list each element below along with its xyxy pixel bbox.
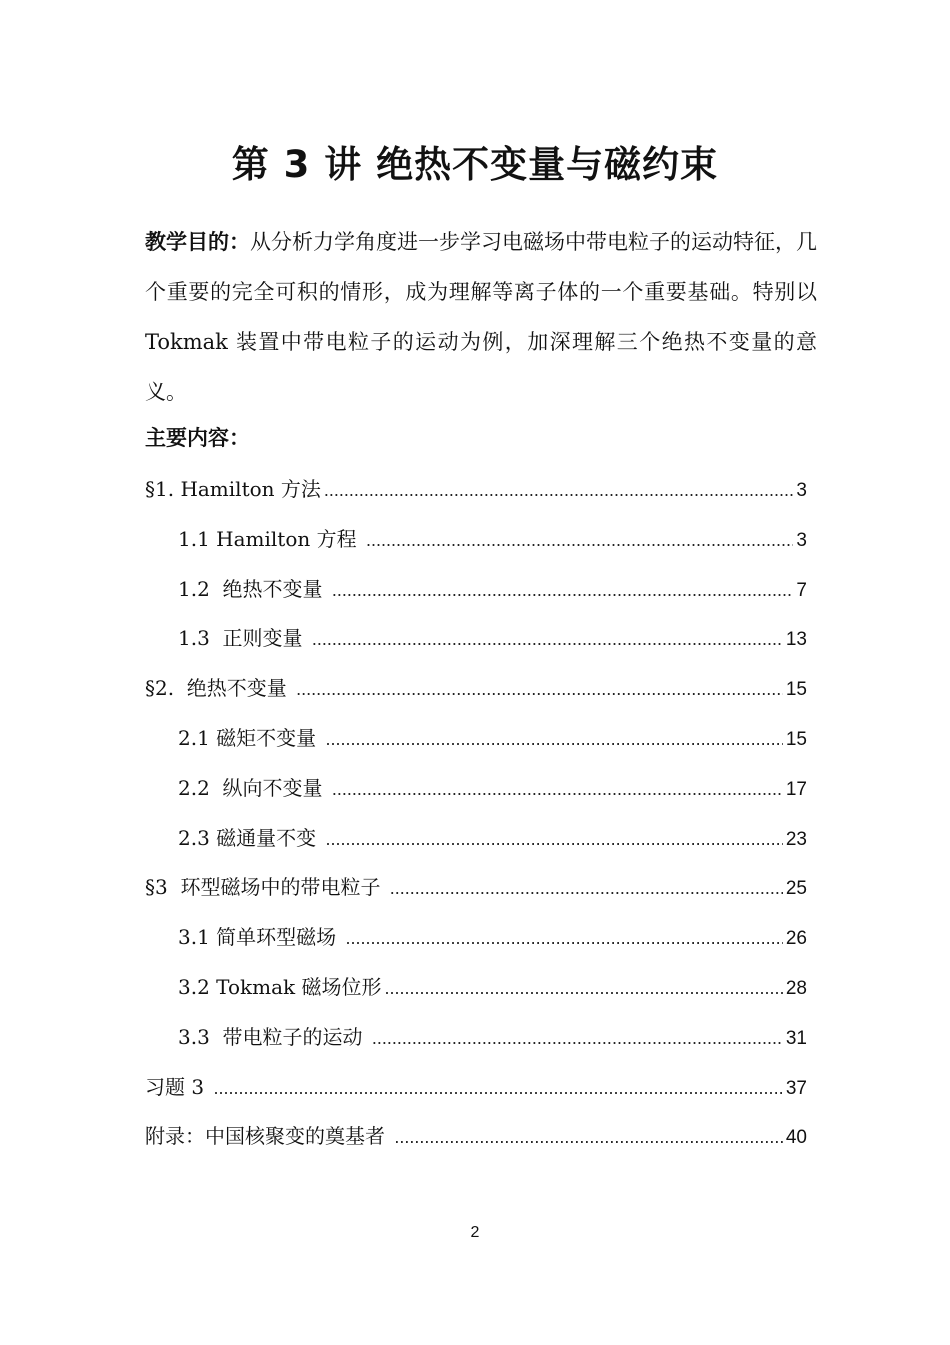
toc-entry-label: 习题 3 bbox=[145, 1074, 211, 1099]
toc-page-number: 17 bbox=[785, 778, 807, 800]
toc-entry-2-2[interactable] bbox=[145, 766, 807, 816]
table-of-contents bbox=[145, 467, 807, 1164]
toc-page-number: 23 bbox=[785, 828, 807, 850]
toc-entry-2-1[interactable] bbox=[145, 716, 807, 766]
toc-entry-label: 2.3 磁通量不变 bbox=[178, 825, 323, 850]
toc-dot-leader bbox=[346, 916, 783, 960]
toc-dot-leader bbox=[332, 568, 794, 612]
toc-entry-label: 3.3 带电粒子的运动 bbox=[178, 1024, 369, 1049]
objective-text: 从分析力学角度进一步学习电磁场中带电粒子的运动特征，几个重要的完全可积的情形，成为理解等离子体的一个重要基础。特别以 Tokmak 装置中带电粒子的运动为例，加深理解三个绝热不变量的意义。 bbox=[145, 230, 817, 404]
toc-entry-label: 1.3 正则变量 bbox=[178, 626, 309, 651]
toc-page-number: 31 bbox=[785, 1027, 807, 1049]
toc-page-number: 13 bbox=[785, 629, 807, 651]
toc-entry-exercises[interactable] bbox=[145, 1065, 807, 1115]
toc-dot-leader bbox=[312, 617, 783, 661]
toc-entry-label: 1.1 Hamilton 方程 bbox=[178, 526, 363, 551]
toc-dot-leader bbox=[366, 518, 793, 562]
toc-dot-leader bbox=[326, 717, 783, 761]
toc-entry-3-1[interactable] bbox=[145, 915, 807, 965]
toc-entry-1-2[interactable] bbox=[145, 567, 807, 617]
toc-entry-label: §2. 绝热不变量 bbox=[145, 676, 294, 701]
toc-entry-2-3[interactable] bbox=[145, 816, 807, 866]
toc-page-number: 15 bbox=[785, 679, 807, 701]
toc-entry-2[interactable] bbox=[145, 666, 807, 716]
toc-entry-label: 3.2 Tokmak 磁场位形 bbox=[178, 974, 382, 999]
toc-dot-leader bbox=[394, 1115, 783, 1159]
toc-entry-label: §3 环型磁场中的带电粒子 bbox=[145, 875, 387, 900]
objective-label: 教学目的： bbox=[145, 230, 250, 254]
toc-page-number: 3 bbox=[796, 529, 807, 551]
toc-page-number: 25 bbox=[785, 878, 807, 900]
toc-page-number: 7 bbox=[796, 579, 807, 601]
page-title: 第 3 讲 绝热不变量与磁约束 bbox=[231, 142, 719, 186]
toc-dot-leader bbox=[213, 1066, 782, 1110]
toc-dot-leader bbox=[372, 1016, 783, 1060]
toc-dot-leader bbox=[324, 468, 794, 512]
toc-entry-label: 2.2 纵向不变量 bbox=[178, 775, 329, 800]
toc-dot-leader bbox=[332, 767, 783, 811]
page-number: 2 bbox=[470, 1224, 480, 1241]
toc-page-number: 37 bbox=[785, 1077, 807, 1099]
toc-entry-3[interactable] bbox=[145, 865, 807, 915]
toc-page-number: 3 bbox=[796, 480, 807, 501]
toc-dot-leader bbox=[296, 667, 783, 711]
toc-page-number: 40 bbox=[785, 1127, 807, 1149]
toc-entry-label: 1.2 绝热不变量 bbox=[178, 576, 329, 601]
toc-entry-3-3[interactable] bbox=[145, 1015, 807, 1065]
toc-page-number: 28 bbox=[785, 977, 807, 999]
contents-heading: 主要内容： bbox=[145, 426, 250, 450]
toc-entry-appendix[interactable] bbox=[145, 1114, 807, 1164]
toc-entry-1-3[interactable] bbox=[145, 616, 807, 666]
toc-entry-1-1[interactable] bbox=[145, 517, 807, 567]
toc-entry-label: 3.1 简单环型磁场 bbox=[178, 925, 343, 950]
toc-dot-leader bbox=[384, 966, 782, 1010]
toc-entry-label: 2.1 磁矩不变量 bbox=[178, 725, 323, 750]
toc-entry-1[interactable] bbox=[145, 467, 807, 517]
toc-entry-3-2[interactable] bbox=[145, 965, 807, 1015]
toc-dot-leader bbox=[390, 866, 783, 910]
toc-page-number: 15 bbox=[785, 728, 807, 750]
teaching-objective bbox=[145, 217, 817, 417]
toc-entry-label: §1. Hamilton 方法 bbox=[145, 477, 321, 501]
toc-dot-leader bbox=[326, 817, 783, 861]
toc-page-number: 26 bbox=[785, 928, 807, 950]
toc-entry-label: 附录：中国核聚变的奠基者 bbox=[145, 1124, 392, 1149]
